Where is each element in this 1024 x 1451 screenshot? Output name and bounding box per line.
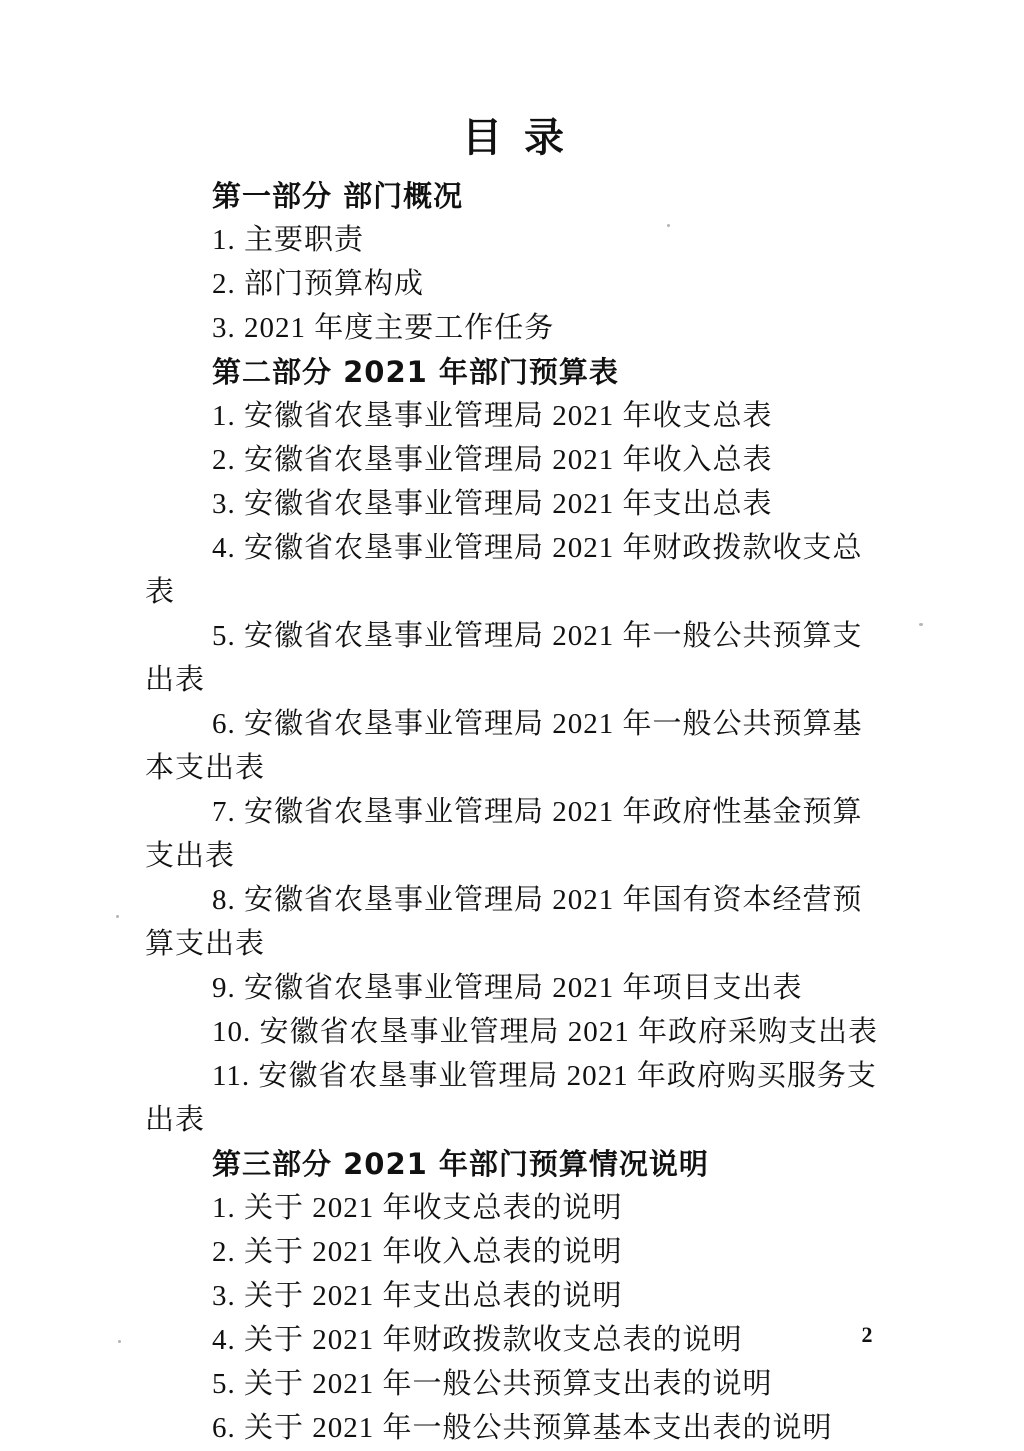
toc-item: 2. 部门预算构成: [212, 268, 425, 300]
section-heading-2: 第二部分 2021 年部门预算表: [212, 355, 619, 389]
toc-item: 3. 安徽省农垦事业管理局 2021 年支出总表: [212, 488, 773, 520]
toc-item: 9. 安徽省农垦事业管理局 2021 年项目支出表: [212, 972, 803, 1004]
toc-item: 1. 关于 2021 年收支总表的说明: [212, 1192, 623, 1224]
toc-item: 1. 主要职责: [212, 224, 365, 256]
toc-item: 6. 安徽省农垦事业管理局 2021 年一般公共预算基本支出表: [145, 708, 863, 784]
toc-item: 6. 关于 2021 年一般公共预算基本支出表的说明: [212, 1412, 833, 1444]
toc-item: 2. 关于 2021 年收入总表的说明: [212, 1236, 623, 1268]
toc-sections: [145, 174, 885, 1450]
toc-item: 5. 关于 2021 年一般公共预算支出表的说明: [212, 1368, 773, 1400]
section-heading-1: 第一部分 部门概况: [212, 179, 464, 213]
toc-item: 10. 安徽省农垦事业管理局 2021 年政府采购支出表: [212, 1016, 879, 1048]
toc-item: 4. 安徽省农垦事业管理局 2021 年财政拨款收支总表: [145, 532, 863, 608]
toc-item: 1. 安徽省农垦事业管理局 2021 年收支总表: [212, 400, 773, 432]
toc-item: 5. 安徽省农垦事业管理局 2021 年一般公共预算支出表: [145, 620, 863, 696]
toc-item: 3. 关于 2021 年支出总表的说明: [212, 1280, 623, 1312]
toc-content: [145, 112, 885, 1450]
page-number: 2: [861, 1322, 873, 1347]
toc-item: 7. 安徽省农垦事业管理局 2021 年政府性基金预算支出表: [145, 796, 863, 872]
scan-speck: [116, 915, 119, 918]
scan-speck: [118, 1340, 121, 1343]
toc-item: 11. 安徽省农垦事业管理局 2021 年政府购买服务支出表: [145, 1060, 877, 1136]
toc-title: 目 录: [462, 115, 568, 161]
toc-item: 8. 安徽省农垦事业管理局 2021 年国有资本经营预算支出表: [145, 884, 863, 960]
scan-speck: [919, 623, 923, 626]
scan-speck: [667, 224, 670, 227]
toc-item: 3. 2021 年度主要工作任务: [212, 312, 555, 344]
toc-item: 2. 安徽省农垦事业管理局 2021 年收入总表: [212, 444, 773, 476]
toc-item: 4. 关于 2021 年财政拨款收支总表的说明: [212, 1324, 743, 1356]
section-heading-3: 第三部分 2021 年部门预算情况说明: [212, 1147, 709, 1181]
